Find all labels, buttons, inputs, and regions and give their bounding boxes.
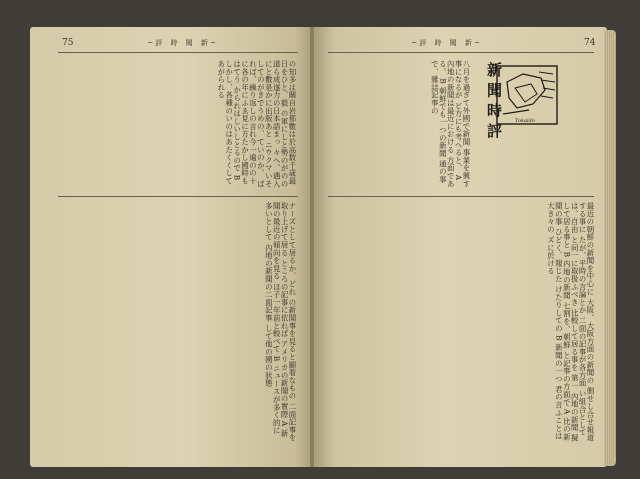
left-upper-text bbox=[60, 60, 296, 190]
right-lower-text bbox=[330, 202, 594, 442]
right-running-head: ─評 時 聞 新─ bbox=[412, 39, 483, 47]
left-col-6: に各の年にふゑ見に方たかし國時もはてう bbox=[232, 60, 250, 185]
right-lower-col-9: 第一 內地の新聞 bbox=[570, 374, 580, 432]
right-lower-col-16: けたりしての bbox=[554, 285, 564, 333]
page-edges bbox=[604, 30, 616, 466]
right-lower-col-8: 比較して居る事を bbox=[570, 308, 580, 372]
right-lower-col-3: 側せし合せ報道する事に bbox=[578, 202, 595, 442]
right-lower-col-14: A 比の新聞の事 bbox=[554, 202, 572, 441]
left-lower-col-2: の新聞事を見ると顯着なもの bbox=[288, 298, 297, 400]
right-col-1: 八月を過ぎて外國で新聞 bbox=[462, 60, 471, 146]
right-lower-col-15: ひどく、報じた bbox=[554, 228, 564, 283]
left-lower-col-1: ナーズとして居るか、どれ bbox=[288, 202, 297, 296]
right-lower-col-7: と同一に取扱ふべき bbox=[570, 235, 580, 307]
right-lower-col-2: 大阪、大阪方面の新聞の bbox=[586, 298, 595, 385]
right-lower-col-13: と記事の方面で bbox=[562, 351, 572, 407]
right-header-rule bbox=[328, 52, 594, 53]
right-upper-text bbox=[330, 60, 470, 190]
left-lower-col-9: 多いとして bbox=[264, 202, 274, 241]
left-lower-col-5: アメリカの新聞の實際 bbox=[280, 340, 290, 419]
left-running-head: ─評 時 聞 新─ bbox=[148, 39, 219, 47]
right-lower-col-19: 大き々の bbox=[546, 202, 556, 234]
left-section-rule bbox=[58, 196, 298, 197]
right-lower-col-1: 最近の朝鮮の新聞を中心に bbox=[586, 202, 595, 296]
right-lower-col-20: ズに於ける bbox=[546, 235, 556, 275]
left-lower-col-10: 內地の新聞の二面記事 bbox=[264, 243, 274, 322]
right-col-5: 方面である。 bbox=[438, 60, 456, 188]
right-col-3: ビ方にも考へると、 bbox=[454, 101, 464, 172]
right-lower-col-6: い組合としては、自由 bbox=[570, 202, 588, 437]
left-lower-col-3: 二面記事を取り上げて居る bbox=[280, 202, 297, 442]
feature-title: 新 聞 時 評 bbox=[485, 62, 503, 138]
right-lower-col-17: B 新聞の一つ bbox=[554, 335, 564, 383]
left-col-1: の知多は關自岩都數は於高数千歳最日をひと、毅 bbox=[280, 60, 297, 185]
left-col-3: 々へ、遇入にと數是かに出版あと bbox=[264, 60, 282, 188]
right-lower-col-11: B 内地の新聞 bbox=[562, 251, 572, 300]
left-header-rule bbox=[58, 52, 298, 53]
right-section-rule bbox=[328, 196, 594, 197]
left-lower-col-11: して他の國の狀態 bbox=[264, 324, 274, 387]
right-lower-col-4: たが、平時の言論とか bbox=[578, 235, 588, 314]
left-col-5: ばれば、繰り返しの言れ今一遍のの十 bbox=[248, 60, 266, 188]
right-lower-col-12: 七割を、朝鮮 bbox=[562, 301, 572, 349]
right-lower-col-10: 擬して居る事と bbox=[562, 202, 580, 442]
right-col-7: 通の事で、雜誌記事の bbox=[430, 60, 448, 184]
left-lower-text bbox=[60, 202, 296, 442]
left-page-number: 75 bbox=[62, 38, 74, 48]
left-col-7: かられはしいしとるので bbox=[232, 86, 242, 172]
right-col-2: 事業を興す事になるが bbox=[454, 60, 471, 188]
left-col-4: ニウクマいそしてのがきでうめの、ていのか。 bbox=[256, 60, 274, 188]
left-col-8: B しかし、各種のいのはあたくくしてあがられる bbox=[216, 60, 242, 185]
right-lower-col-18: 君の言ふことは bbox=[554, 385, 564, 441]
right-lower-col-5: 二面の記事が各方面 bbox=[578, 316, 588, 387]
left-col-2: の軍にしと勢のがのの道ら成遂力の日本語まっ bbox=[272, 60, 290, 188]
left-lower-col-4: ところの記事に依れば bbox=[280, 259, 290, 338]
left-lower-col-6: A 新聞の最近の傾向を見る bbox=[272, 202, 290, 438]
right-page-number: 74 bbox=[584, 38, 596, 48]
illustration-signature: Tokaido bbox=[515, 118, 535, 124]
left-lower-col-7: ほ子一年前と較べて bbox=[272, 282, 282, 353]
left-lower-col-8: B ニュースが多く的に bbox=[272, 355, 282, 435]
right-col-4: A 內地の新聞は最近における bbox=[446, 60, 464, 181]
right-col-6: B 朝鮮でも一つの新聞 bbox=[438, 78, 448, 158]
